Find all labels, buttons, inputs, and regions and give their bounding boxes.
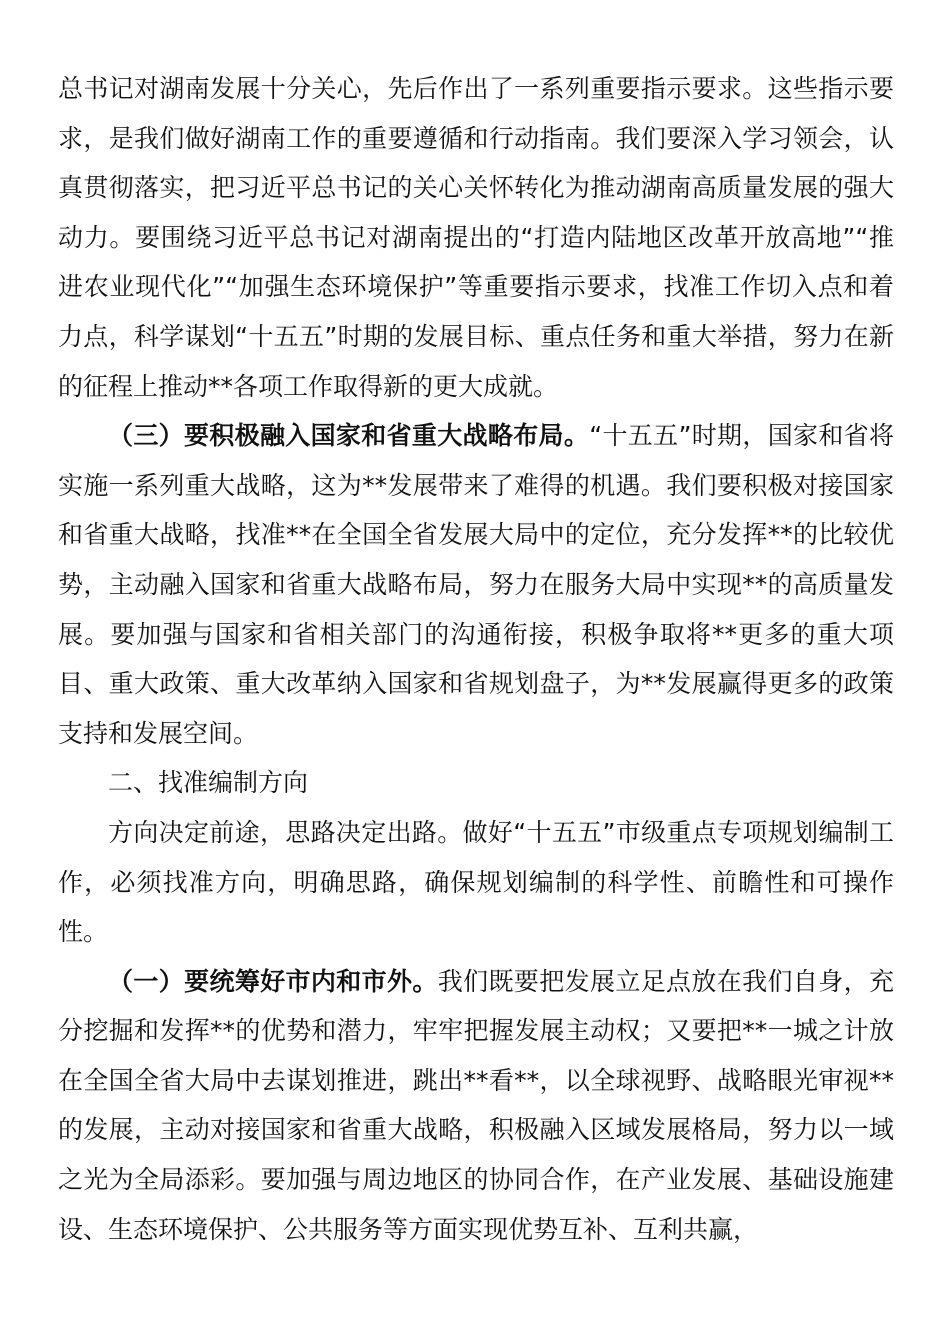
document-body xyxy=(58,64,894,1254)
subheading-internal-external: （一）要统筹好市内和市外。 xyxy=(108,966,438,996)
subheading-strategy: （三）要积极融入国家和省重大战略布局。 xyxy=(108,421,590,451)
paragraph-strategy-body: “十五五”时期，国家和省将实施一系列重大战略，这为**发展带来了难得的机遇。我们要积极对接国家和省重大战略，找准**在全国全省发展大局中的定位，充分发挥**的比较优势，主动融入国家和省重大战略布局，努力在服务大局中实现**的高质量发展。要加强与国家和省相关部门的沟通衔接，积极争取将**更多的重大项目、重大政策、重大改革纳入国家和省规划盘子，为**发展赢得更多的政策支持和发展空间。 xyxy=(58,421,894,748)
paragraph-internal-external-body: 我们既要把发展立足点放在我们自身，充分挖掘和发挥**的优势和潜力，牢牢把握发展主动权；又要把**一城之计放在全国全省大局中去谋划推进，跳出**看**，以全球视野、战略眼光审视**的发展，主动对接国家和省重大战略，积极融入区域发展格局，努力以一域之光为全局添彩。要加强与周边地区的协同合作，在产业发展、基础设施建设、生态环境保护、公共服务等方面实现优势互补、互利共赢， xyxy=(58,966,894,1244)
paragraph-direction-intro: 方向决定前途，思路决定出路。做好“十五五”市级重点专项规划编制工作，必须找准方向，明确思路，确保规划编制的科学性、前瞻性和可操作性。 xyxy=(58,817,894,947)
paragraph-strategy xyxy=(58,411,894,758)
paragraph-internal-external xyxy=(58,957,894,1255)
paragraph-continuation: 总书记对湖南发展十分关心，先后作出了一系列重要指示要求。这些指示要求，是我们做好湖南工作的重要遵循和行动指南。我们要深入学习领会，认真贯彻落实，把习近平总书记的关心关怀转化为推动湖南高质量发展的强大动力。要围绕习近平总书记对湖南提出的“打造内陆地区改革开放高地”“推进农业现代化”“加强生态环境保护”等重要指示要求，找准工作切入点和着力点，科学谋划“十五五”时期的发展目标、重点任务和重大举措，努力在新的征程上推动**各项工作取得新的更大成就。 xyxy=(58,74,894,401)
section-heading-direction: 二、找准编制方向 xyxy=(108,768,309,798)
